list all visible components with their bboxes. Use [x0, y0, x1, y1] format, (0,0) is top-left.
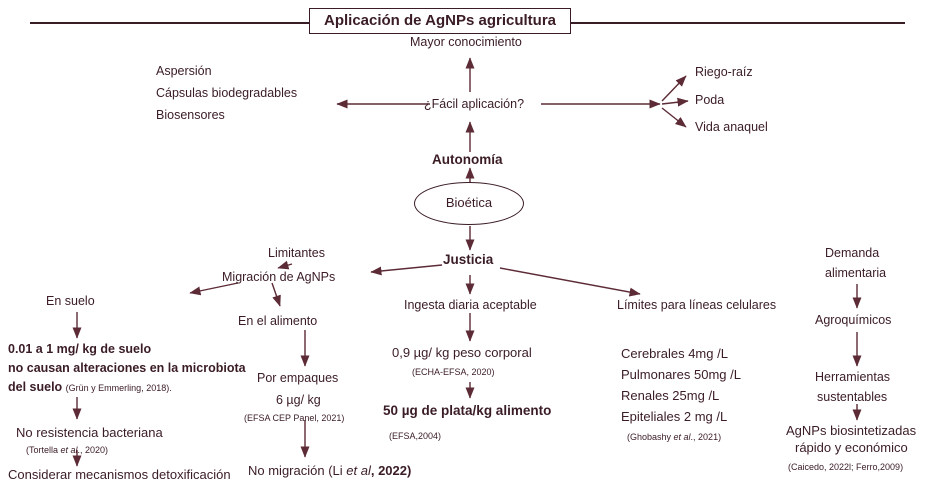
node-capsulas-biodegradables: Cápsulas biodegradables [156, 86, 298, 100]
agnps-bio-citation: (Caicedo, 2022l; Ferro,2009) [788, 462, 904, 472]
node-limitantes: Limitantes [268, 246, 325, 260]
suelo-value-citation: (Grün y Emmerling, 2018). [65, 383, 172, 393]
node-agnps-bio-line2: rápido y económico [795, 440, 908, 455]
node-suelo-value-line3 [8, 379, 172, 396]
plata-citation: (EFSA,2004) [389, 431, 442, 441]
node-mayor-conocimiento: Mayor conocimiento [410, 35, 522, 49]
node-no-migracion [248, 463, 411, 479]
page-title: Aplicación de AgNPs agricultura [309, 8, 571, 34]
suelo-value-line3-text: del suelo [8, 380, 63, 394]
node-pulmonares: Pulmonares 50mg /L [621, 367, 741, 382]
node-en-suelo: En suelo [46, 294, 95, 308]
celulares-citation [627, 429, 721, 445]
cite-part-a: (Tortella [26, 445, 61, 455]
ingesta-citation: (ECHA-EFSA, 2020) [412, 367, 495, 377]
node-en-el-alimento: En el alimento [238, 314, 318, 328]
node-demanda-line1: Demanda [825, 246, 880, 260]
node-renales: Renales 25mg /L [621, 388, 720, 403]
node-suelo-value-line2: no causan alteraciones en la microbiota [8, 361, 246, 375]
node-ingesta-value: 0,9 µg/ kg peso corporal [392, 345, 532, 360]
node-autonomia: Autonomía [432, 152, 503, 167]
celulares-cite-italic: et al [673, 432, 691, 442]
node-ingesta-diaria: Ingesta diaria aceptable [404, 298, 537, 312]
node-bioetica: Bioética [445, 195, 493, 210]
node-suelo-value-line1: 0.01 a 1 mg/ kg de suelo [8, 342, 152, 356]
node-epiteliales: Epiteliales 2 mg /L [621, 409, 728, 424]
node-demanda-line2: alimentaria [825, 266, 887, 280]
node-considerar-detoxificacion: Considerar mecanismos detoxificación [8, 467, 231, 482]
node-facil-aplicacion: ¿Fácil aplicación? [424, 97, 525, 111]
node-vida-anaquel: Vida anaquel [695, 120, 768, 134]
node-plata-value: 50 µg de plata/kg alimento [383, 403, 552, 418]
node-limites-celulares: Límites para líneas celulares [617, 298, 777, 312]
node-agroquimicos: Agroquímicos [815, 313, 892, 327]
no-resistencia-citation [26, 442, 108, 458]
node-migracion-agnps: Migración de AgNPs [222, 270, 336, 284]
node-justicia: Justicia [443, 252, 494, 267]
node-no-resistencia: No resistencia bacteriana [16, 425, 163, 440]
celulares-cite-a: (Ghobashy [627, 432, 674, 442]
node-biosensores: Biosensores [156, 108, 225, 122]
cite-part-b: ., 2020) [77, 445, 109, 455]
node-agnps-bio-line1: AgNPs biosintetizadas [786, 423, 917, 438]
node-herramientas-line1: Herramientas [815, 370, 891, 384]
node-cerebrales: Cerebrales 4mg /L [621, 346, 728, 361]
node-riego-raiz: Riego-raíz [695, 65, 753, 79]
no-migracion-italic: et al [346, 463, 371, 478]
node-poda: Poda [695, 93, 725, 107]
node-por-empaques-value: 6 µg/ kg [276, 393, 321, 407]
por-empaques-citation: (EFSA CEP Panel, 2021) [244, 413, 345, 423]
no-migracion-part-a: No migración (Li [248, 463, 347, 478]
celulares-cite-b: ., 2021) [690, 432, 722, 442]
cite-part-italic: et al [60, 445, 78, 455]
no-migracion-part-b: , 2022) [370, 463, 412, 478]
node-herramientas-line2: sustentables [817, 390, 888, 404]
node-aspersion: Aspersión [156, 64, 212, 78]
node-por-empaques: Por empaques [257, 371, 339, 385]
